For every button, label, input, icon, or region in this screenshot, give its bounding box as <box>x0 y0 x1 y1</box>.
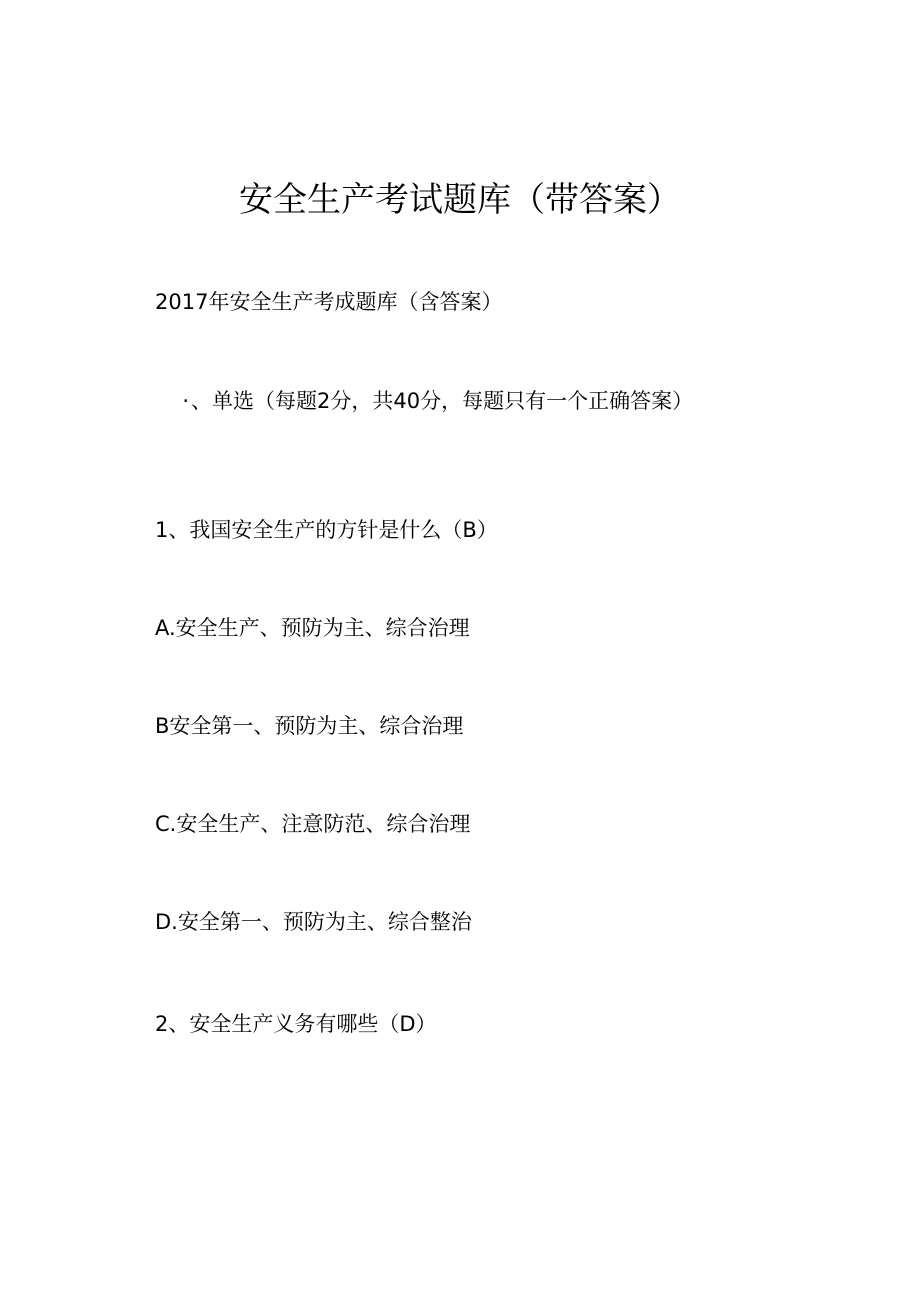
question-1-option-b: B安全第一、预防为主、综合治理 <box>155 714 464 738</box>
section-bullet: · <box>182 389 189 413</box>
question-2: 2、安全生产义务有哪些（D） <box>155 1012 437 1036</box>
section-heading <box>155 387 705 416</box>
question-1-option-a: A.安全生产、预防为主、综合治理 <box>155 616 470 640</box>
question-1-option-d: D.安全第一、预防为主、综合整治 <box>155 910 472 934</box>
question-1: 1、我国安全生产的方针是什么（B） <box>155 518 498 542</box>
document-subtitle: 2017年安全生产考成题库（含答案） <box>155 290 503 314</box>
question-1-option-c: C.安全生产、注意防范、综合治理 <box>155 812 471 836</box>
document-title: 安全生产考试题库（带答案） <box>239 180 681 220</box>
section-heading-text: 、单选（每题2分，共40分，每题只有一个正确答案） <box>191 389 694 413</box>
